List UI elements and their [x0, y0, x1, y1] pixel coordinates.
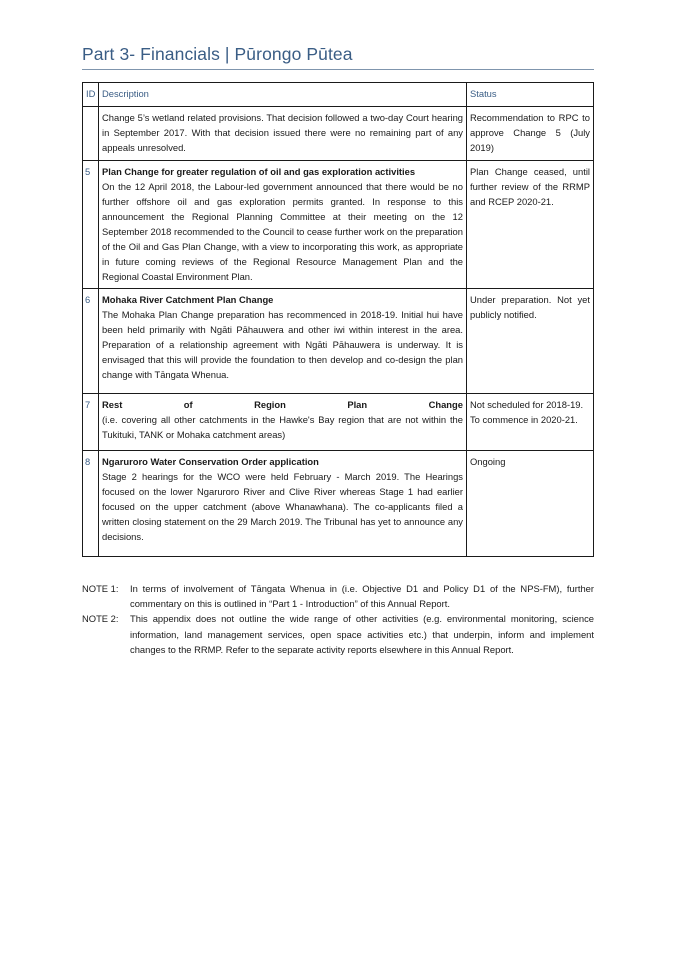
row-id: 7	[83, 394, 99, 451]
row-description	[99, 451, 467, 557]
planning-status-table	[82, 82, 594, 557]
table-row	[83, 394, 594, 451]
row-title-word: Change	[428, 399, 463, 410]
row-body: Change 5’s wetland related provisions. That decision followed a two-day Court hearing in September 2017. With that decision issued there were no remaining part of any appeals unresolved.	[102, 112, 463, 153]
title-divider	[82, 69, 594, 70]
row-body: Stage 2 hearings for the WCO were held February - March 2019. The Hearings focused on the lower Ngaruroro River and Clive River whereas Stage 1 had earlier focused on the upper catchment (above Whanawhana). The co-applicants filed a written closing statement on the 29 March 2019. The Tribunal has yet to announce any decisions.	[102, 471, 463, 542]
row-id: 5	[83, 161, 99, 289]
table-row	[83, 289, 594, 394]
row-body: On the 12 April 2018, the Labour-led government announced that there would be no further offshore oil and gas exploration permits granted. In response to this announcement the Regional Planning Committee at their meeting on the 12 September 2018 recommended to the Council to cease further work on the preparation of the Oil and Gas Plan Change, with a view to incorporating this work, as appropriate in future coming reviews of the Regional Resource Management Plan and the Regional Coastal Environment Plan.	[102, 181, 463, 282]
page-title: Part 3- Financials | Pūrongo Pūtea	[82, 44, 353, 64]
row-status	[467, 451, 594, 557]
note-item	[82, 611, 594, 657]
row-id: 6	[83, 289, 99, 394]
row-id: 8	[83, 451, 99, 557]
row-title-word: Rest	[102, 399, 123, 410]
row-status	[467, 107, 594, 161]
table-row	[83, 107, 594, 161]
note-text: In terms of involvement of Tāngata Whenua in (i.e. Objective D1 and Policy D1 of the NPS-FM), further commentary on this is outlined in “Part 1 - Introduction” of this Annual Report.	[130, 583, 594, 610]
row-body: (i.e. covering all other catchments in the Hawke's Bay region that are not within the Tukituki, TANK or Mohaka catchment areas)	[102, 414, 463, 440]
notes-section	[82, 581, 594, 657]
row-description	[99, 394, 467, 451]
row-status	[467, 394, 594, 451]
row-description	[99, 161, 467, 289]
row-title-word: of	[183, 399, 193, 410]
row-status-text: Recommendation to RPC to approve Change 5 (July 2019)	[470, 112, 590, 153]
row-title: Mohaka River Catchment Plan Change	[102, 294, 274, 305]
row-id	[83, 107, 99, 161]
table-row	[83, 161, 594, 289]
note-label: NOTE 2:	[82, 613, 119, 625]
table-row	[83, 451, 594, 557]
note-label: NOTE 1:	[82, 583, 119, 594]
row-description	[99, 289, 467, 394]
row-status-text: Not scheduled for 2018-19.	[470, 399, 584, 410]
row-status-text: Ongoing	[470, 456, 506, 467]
column-header-id: ID	[83, 83, 99, 107]
row-description	[99, 107, 467, 161]
row-status	[467, 161, 594, 289]
row-title	[102, 397, 463, 412]
row-status-text: Plan Change ceased, until further review of the RRMP and RCEP 2020-21.	[470, 166, 590, 207]
note-item	[82, 581, 594, 611]
table-header-row	[83, 83, 594, 107]
row-status-text: Under preparation. Not yet publicly notified.	[470, 294, 590, 320]
row-title-word: Region	[254, 399, 286, 410]
column-header-description: Description	[99, 83, 467, 107]
row-status-text: To commence in 2020-21.	[470, 414, 578, 425]
row-title-word: Plan	[347, 399, 368, 410]
column-header-status: Status	[467, 83, 594, 107]
row-body: The Mohaka Plan Change preparation has recommenced in 2018-19. Initial hui have been held primarily with Ngāti Pāhauwera and other iwi within interest in the area. Preparation of a relationship agreement with Ngāti Pāhauwera is underway. It is envisaged that this will provide the foundation to then develop and co-design the plan change with Tāngata Whenua.	[102, 309, 463, 380]
note-text: This appendix does not outline the wide range of other activities (e.g. environmental monitoring, science information, land management services, open space activities etc.) that underpin, inform and implement changes to the RRMP. Refer to the separate activity reports elsewhere in this Annual Report.	[130, 613, 594, 655]
row-title: Ngaruroro Water Conservation Order application	[102, 456, 319, 467]
row-status	[467, 289, 594, 394]
row-title: Plan Change for greater regulation of oil and gas exploration activities	[102, 166, 416, 177]
